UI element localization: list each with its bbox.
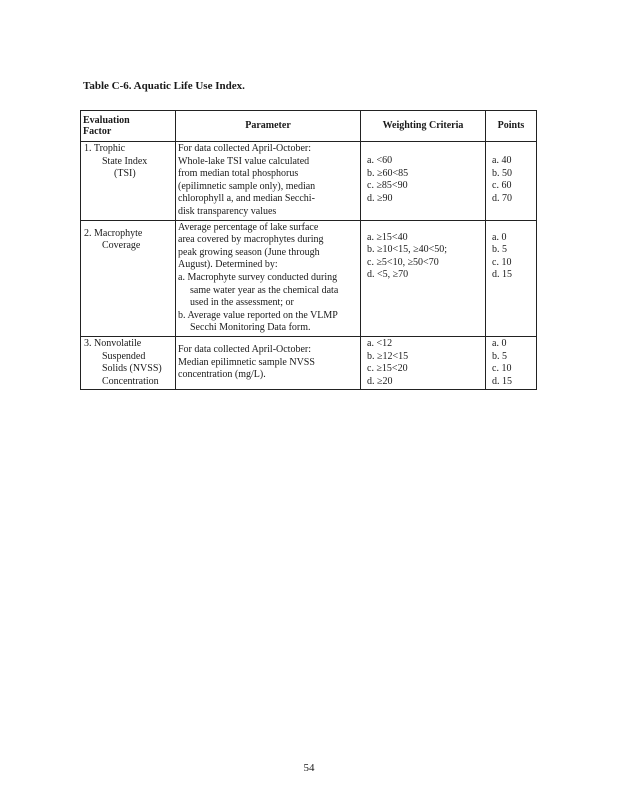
parameter-sub-item: b. Average value reported on the VLMP Secchi Monitoring Data form. bbox=[178, 309, 338, 334]
criteria-item: a. ≥15<40 bbox=[367, 231, 408, 243]
criteria-item: a. <12 bbox=[367, 337, 393, 349]
points-item: c. 10 bbox=[492, 256, 512, 268]
header-points: Points bbox=[486, 111, 537, 142]
criteria-item: a. <60 bbox=[367, 155, 393, 166]
criteria-cell bbox=[361, 142, 486, 221]
criteria-item: c. ≥5<10, ≥50<70 bbox=[367, 256, 439, 268]
factor-line: 3. Nonvolatile bbox=[84, 337, 142, 349]
header-weighting-criteria: Weighting Criteria bbox=[361, 111, 486, 142]
parameter-line: For data collected April-October: bbox=[178, 143, 312, 154]
points-item: d. 15 bbox=[492, 375, 512, 387]
criteria-item: b. ≥12<15 bbox=[367, 350, 409, 362]
points-item: b. 50 bbox=[492, 167, 512, 179]
parameter-line: Median epilimnetic sample NVSS bbox=[178, 356, 315, 368]
table-row bbox=[81, 220, 537, 336]
criteria-item: c. ≥85<90 bbox=[367, 180, 408, 192]
header-evaluation-factor bbox=[81, 111, 176, 142]
parameter-line: (epilimnetic sample only), median bbox=[178, 180, 316, 192]
parameter-sub-item: a. Macrophyte survey conducted during same water year as the chemical data used in the assessment; or bbox=[178, 271, 339, 309]
parameter-line: August). Determined by: bbox=[178, 259, 278, 271]
factor-line: Suspended bbox=[102, 350, 146, 362]
points-item: d. 70 bbox=[492, 192, 512, 204]
points-item: b. 5 bbox=[492, 350, 507, 362]
points-cell bbox=[486, 220, 537, 336]
criteria-item: b. ≥60<85 bbox=[367, 167, 409, 179]
points-item: a. 40 bbox=[492, 155, 512, 166]
points-cell bbox=[486, 336, 537, 389]
parameter-cell bbox=[176, 142, 361, 221]
points-item: c. 10 bbox=[492, 363, 512, 375]
factor-line: Solids (NVSS) bbox=[102, 363, 162, 375]
parameter-cell bbox=[176, 336, 361, 389]
factor-line: 2. Macrophyte bbox=[84, 227, 143, 239]
header-factor-line: Evaluation bbox=[83, 115, 130, 126]
factor-cell bbox=[81, 220, 176, 336]
parameter-line: from median total phosphorus bbox=[178, 168, 299, 180]
table-header-row bbox=[81, 111, 537, 142]
points-item: d. 15 bbox=[492, 269, 512, 281]
factor-line: State Index bbox=[102, 155, 148, 167]
factor-cell bbox=[81, 142, 176, 221]
factor-cell bbox=[81, 336, 176, 389]
parameter-line: concentration (mg/L). bbox=[178, 369, 266, 381]
points-item: a. 0 bbox=[492, 337, 507, 349]
parameter-line: peak growing season (June through bbox=[178, 246, 320, 258]
parameter-line: Whole-lake TSI value calculated bbox=[178, 155, 310, 167]
table-caption: Table C-6. Aquatic Life Use Index. bbox=[83, 80, 245, 92]
page-number: 54 bbox=[303, 762, 315, 774]
factor-line: Concentration bbox=[102, 375, 159, 387]
criteria-cell bbox=[361, 220, 486, 336]
points-item: a. 0 bbox=[492, 231, 507, 243]
parameter-line: area covered by macrophytes during bbox=[178, 234, 324, 246]
criteria-item: d. ≥90 bbox=[367, 192, 393, 204]
table-row bbox=[81, 142, 537, 221]
points-item: b. 5 bbox=[492, 244, 507, 256]
parameter-line: disk transparency values bbox=[178, 205, 277, 217]
factor-line: (TSI) bbox=[114, 168, 136, 180]
criteria-item: d. ≥20 bbox=[367, 375, 393, 387]
parameter-line: For data collected April-October: bbox=[178, 343, 312, 355]
parameter-cell bbox=[176, 220, 361, 336]
criteria-item: b. ≥10<15, ≥40<50; bbox=[367, 244, 448, 256]
table-row bbox=[81, 336, 537, 389]
criteria-item: d. <5, ≥70 bbox=[367, 269, 409, 281]
points-item: c. 60 bbox=[492, 180, 512, 192]
factor-line: 1. Trophic bbox=[84, 143, 126, 154]
points-cell bbox=[486, 142, 537, 221]
parameter-line: chlorophyll a, and median Secchi- bbox=[178, 193, 315, 205]
factor-line: Coverage bbox=[102, 240, 141, 252]
header-factor-line: Factor bbox=[83, 126, 112, 137]
header-parameter: Parameter bbox=[176, 111, 361, 142]
aquatic-life-use-index-table bbox=[80, 110, 537, 390]
criteria-item: c. ≥15<20 bbox=[367, 363, 408, 375]
criteria-cell bbox=[361, 336, 486, 389]
parameter-line: Average percentage of lake surface bbox=[178, 221, 319, 233]
